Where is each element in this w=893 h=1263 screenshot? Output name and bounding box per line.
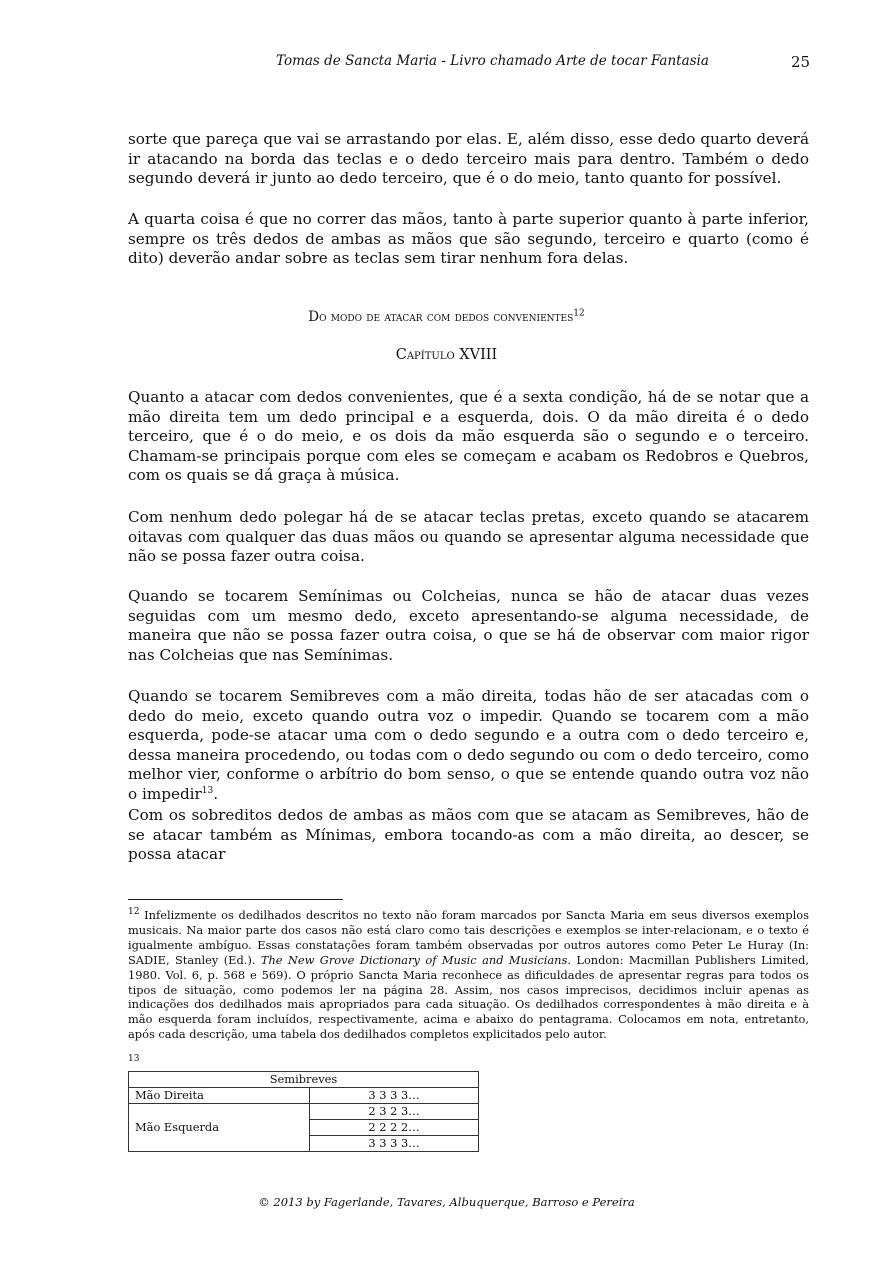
page-number: 25 <box>791 53 811 71</box>
paragraph: Com os sobreditos dedos de ambas as mãos com que se atacam as Semibreves, hão de se atacar também as Mínimas, embora tocando-as com a mão direita, ao descer, se possa atacar <box>128 806 809 864</box>
running-title: Tomas de Sancta Maria - Livro chamado Arte de tocar Fantasia <box>276 53 709 69</box>
table-cell: 3 3 3 3… <box>310 1136 479 1152</box>
table-cell: 2 3 2 3… <box>310 1104 479 1120</box>
paragraph-end: . <box>213 784 219 803</box>
footnote-divider <box>128 899 343 900</box>
row-label-left-hand: Mão Esquerda <box>129 1104 310 1152</box>
footnote-text: Infelizmente os dedilhados descritos no texto não foram marcados por Sancta Maria em seus diversos exemplos musicais. Na maior parte dos casos não está claro como tais descrições e exemplos se inter-relacionam, e o texto é igualmente ambíguo. Essas constatações foram também observadas por outros autores como Peter Le Huray (In: SADIE, Stanley (Ed.). <box>128 908 809 967</box>
footnote-12 <box>128 908 809 1042</box>
page-header <box>0 53 893 73</box>
footnote-text: . London: Macmillan Publishers Limited, 1980. Vol. 6, p. 568 e 569). O próprio Sancta Maria reconhece as dificuldades de apresentar regras para todos os tipos de situação, como podemos ler na página 28. Assim, nos casos imprecisos, decidimos incluir apenas as indicações dos dedilhados mais apropriados para cada situação. Os dedilhados correspondentes à mão direita e à mão esquerda foram incluídos, respectivamente, acima e abaixo do pentagrama. Colocamos em nota, entretanto, após cada descrição, uma tabela dos dedilhados completos explicitados pelo autor. <box>128 952 809 1042</box>
section-title-text: Do modo de atacar com dedos convenientes <box>308 309 574 325</box>
paragraph <box>128 687 809 805</box>
footnote-number: 12 <box>128 907 140 918</box>
table-title: Semibreves <box>129 1072 479 1088</box>
row-label-right-hand: Mão Direita <box>129 1088 310 1104</box>
paragraph: Quando se tocarem Semínimas ou Colcheias, nunca se hão de atacar duas vezes seguidas com um mesmo dedo, exceto apresentando-se alguma necessidade, de maneira que não se possa fazer outra coisa, o que se há de observar com maior rigor nas Colcheias que nas Semínimas. <box>128 587 809 664</box>
table-cell: 2 2 2 2… <box>310 1120 479 1136</box>
footnote-ref[interactable]: 13 <box>201 785 214 796</box>
footnote-13-number: 13 <box>128 1054 140 1064</box>
section-title <box>0 309 893 325</box>
semibreves-table <box>128 1071 479 1152</box>
paragraph: Quanto a atacar com dedos convenientes, que é a sexta condição, há de se notar que a mão direita tem um dedo principal e a esquerda, dois. O da mão direita é o dedo terceiro, que é o do meio, e os dois da mão esquerda são o segundo e o terceiro. Chamam-se principais porque com eles se começam e acabam os Redobros e Quebros, com os quais se dá graça à música. <box>128 388 809 485</box>
footnote-book-title: The New Grove Dictionary of Music and Musicians <box>260 952 568 967</box>
paragraph: Com nenhum dedo polegar há de se atacar teclas pretas, exceto quando se atacarem oitavas com qualquer das duas mãos ou quando se apresentar alguma necessidade que não se possa fazer outra coisa. <box>128 508 809 566</box>
footnote-ref[interactable]: 12 <box>573 308 585 319</box>
page-footer: © 2013 by Fagerlande, Tavares, Albuquerque, Barroso e Pereira <box>258 1195 635 1209</box>
table-cell: 3 3 3 3… <box>310 1088 479 1104</box>
paragraph: A quarta coisa é que no correr das mãos, tanto à parte superior quanto à parte inferior, sempre os três dedos de ambas as mãos que são segundo, terceiro e quarto (como é dito) deverão andar sobre as teclas sem tirar nenhum fora delas. <box>128 210 809 268</box>
chapter-title: Capítulo XVIII <box>395 347 498 363</box>
paragraph: sorte que pareça que vai se arrastando por elas. E, além disso, esse dedo quarto deverá ir atacando na borda das teclas e o dedo terceiro mais para dentro. Também o dedo segundo deverá ir junto ao dedo terceiro, que é o do meio, tanto quanto for possível. <box>128 130 809 188</box>
paragraph-text: Quando se tocarem Semibreves com a mão direita, todas hão de ser atacadas com o dedo do meio, exceto quando outra voz o impedir. Quando se tocarem com a mão esquerda, pode-se atacar uma com o dedo segundo e a outra com o dedo terceiro e, dessa maneira procedendo, ou todas com o dedo segundo ou com o dedo terceiro, como melhor vier, conforme o arbítrio do bom senso, o que se entende quando outra voz não o impedir <box>128 687 809 803</box>
